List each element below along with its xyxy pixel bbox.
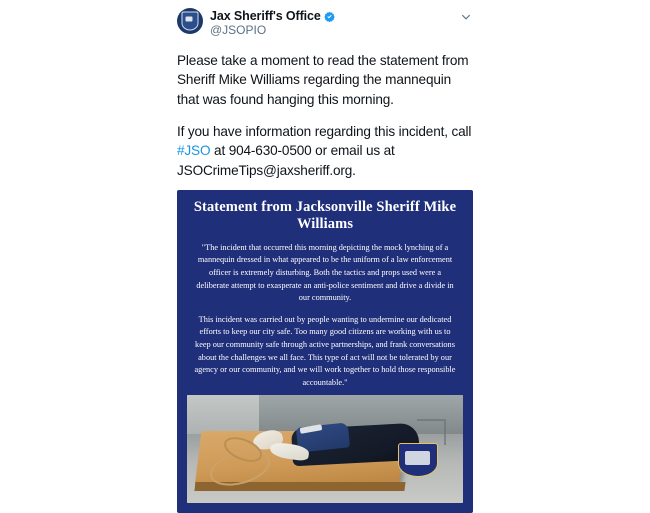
statement-paragraph-1: "The incident that occurred this morning depicting the mock lynching of a mannequin dressed in what appeared to be the uniform of a law enforcement officer is extremely disturbing. Both the tactics and props used were a deliberate attempt to exasperate an anti-police sentiment and drive a divide in our community. <box>196 242 454 303</box>
photo-hanger <box>417 419 447 445</box>
statement-paragraph-2: This incident was carried out by people wanting to undermine our dedicated efforts to keep our city safe. Too many good citizens are working with us to keep our community safe through active partnerships, and frank conversations about the challenges we all face. This type of act will not be tolerated by our agency or our community, and we will work together to hold those responsible accountable." <box>194 314 456 387</box>
photo-police-badge <box>398 443 439 477</box>
tweet-paragraph-2-pre: If you have information regarding this incident, call <box>177 124 472 140</box>
avatar[interactable] <box>177 8 203 34</box>
tweet-header <box>177 4 473 38</box>
tweet-container <box>163 0 487 427</box>
tweet-paragraph-1: Please take a moment to read the statement from Sheriff Mike Williams regarding the mannequin that was found hanging this morning. <box>177 53 469 107</box>
chevron-down-icon[interactable] <box>459 10 473 24</box>
statement-card[interactable] <box>177 190 473 513</box>
account-handle[interactable]: @JSOPIO <box>210 23 267 38</box>
tweet-body <box>177 51 473 180</box>
display-name-row <box>210 9 335 23</box>
tweet-paragraph-2-post: at 904-630-0500 or email us at JSOCrimeTips@jaxsheriff.org. <box>177 143 395 178</box>
verified-badge-icon <box>324 11 335 22</box>
hashtag-link[interactable]: #JSO <box>177 143 211 159</box>
statement-photo[interactable] <box>187 395 463 503</box>
account-name-block <box>210 8 335 38</box>
display-name[interactable]: Jax Sheriff's Office <box>210 9 321 23</box>
statement-title: Statement from Jacksonville Sheriff Mike Williams <box>193 198 457 233</box>
tweet-paragraph-2 <box>177 122 473 180</box>
statement-body <box>187 242 463 390</box>
jso-shield-icon <box>182 12 199 31</box>
